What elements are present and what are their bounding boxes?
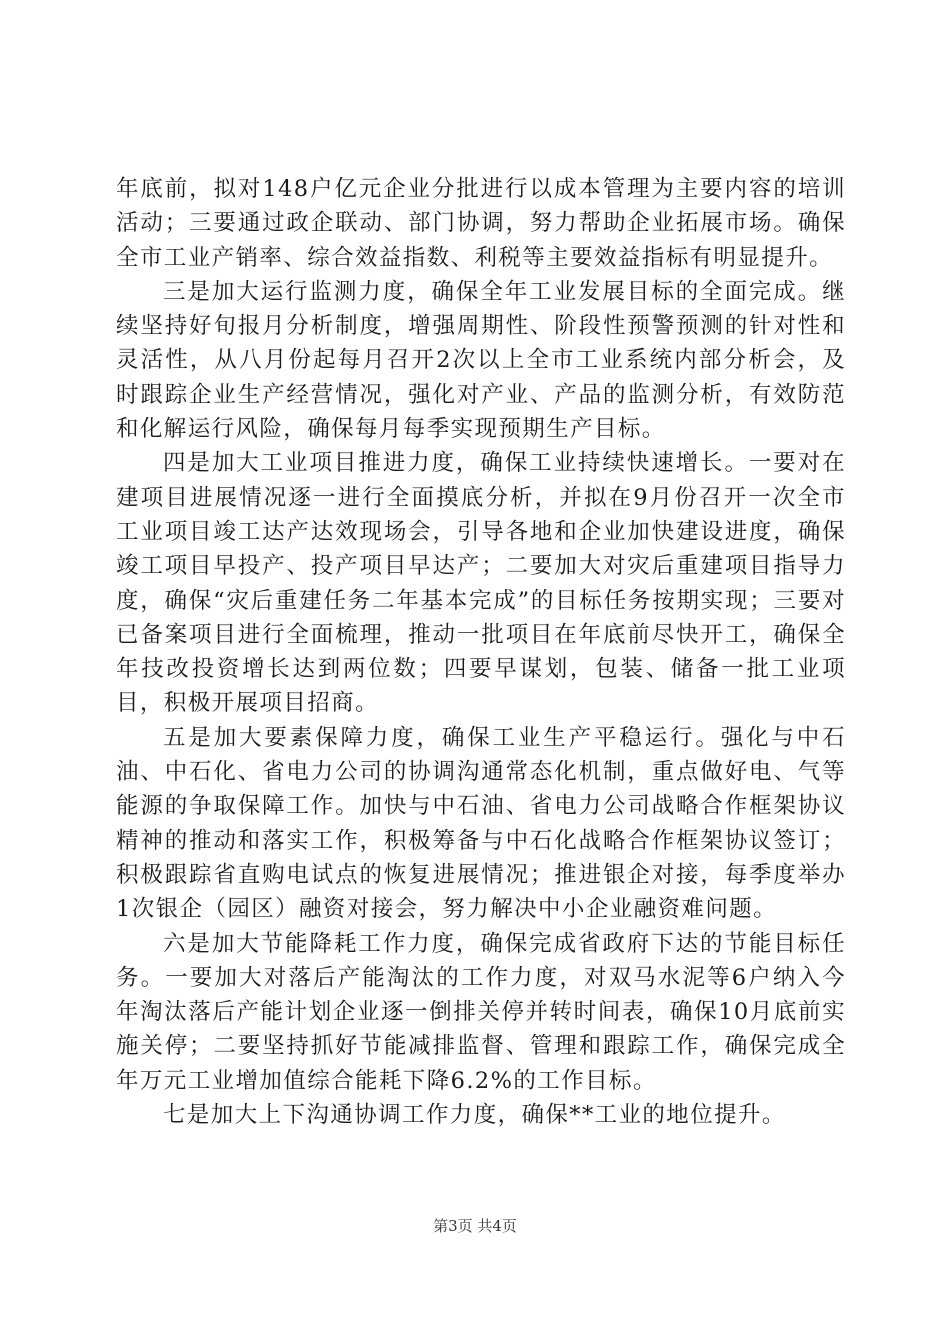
paragraph-3: 四是加大工业项目推进力度，确保工业持续快速增长。一要对在建项目进展情况逐一进行全面摸底分析，并拟在9月份召开一次全市工业项目竣工达产达效现场会，引导各地和企业加快建设进度，确保竣工项目早投产、投产项目早达产；二要加大对灾后重建项目指导力度，确保“灾后重建任务二年基本完成”的目标任务按期实现；三要对已备案项目进行全面梳理，推动一批项目在年底前尽快开工，确保全年技改投资增长达到两位数；四要早谋划，包装、储备一批工业项目，积极开展项目招商。 [116, 450, 846, 717]
paragraph-1: 年底前，拟对148户亿元企业分批进行以成本管理为主要内容的培训活动；三要通过政企联动、部门协调，努力帮助企业拓展市场。确保全市工业产销率、综合效益指数、利税等主要效益指标有明显提升。 [116, 176, 846, 271]
paragraph-4: 五是加大要素保障力度，确保工业生产平稳运行。强化与中石油、中石化、省电力公司的协调沟通常态化机制，重点做好电、气等能源的争取保障工作。加快与中石油、省电力公司战略合作框架协议精神的推动和落实工作，积极筹备与中石化战略合作框架协议签订；积极跟踪省直购电试点的恢复进展情况；推进银企对接，每季度举办1次银企（园区）融资对接会，努力解决中小企业融资难问题。 [116, 724, 846, 923]
paragraph-5: 六是加大节能降耗工作力度，确保完成省政府下达的节能目标任务。一要加大对落后产能淘汰的工作力度，对双马水泥等6户纳入今年淘汰落后产能计划企业逐一倒排关停并转时间表，确保10月底前实施关停；二要坚持抓好节能减排监督、管理和跟踪工作，确保完成全年万元工业增加值综合能耗下降6.2%的工作目标。 [116, 930, 846, 1094]
paragraph-2: 三是加大运行监测力度，确保全年工业发展目标的全面完成。继续坚持好旬报月分析制度，增强周期性、阶段性预警预测的针对性和灵活性，从八月份起每月召开2次以上全市工业系统内部分析会，及时跟踪企业生产经营情况，强化对产业、产品的监测分析，有效防范和化解运行风险，确保每月每季实现预期生产目标。 [116, 278, 846, 443]
page-number-label: 第3页 共4页 [433, 1217, 517, 1235]
paragraph-6: 七是加大上下沟通协调工作力度，确保**工业的地位提升。 [163, 1102, 786, 1129]
page-footer [0, 1216, 950, 1236]
document-body [116, 172, 846, 1132]
